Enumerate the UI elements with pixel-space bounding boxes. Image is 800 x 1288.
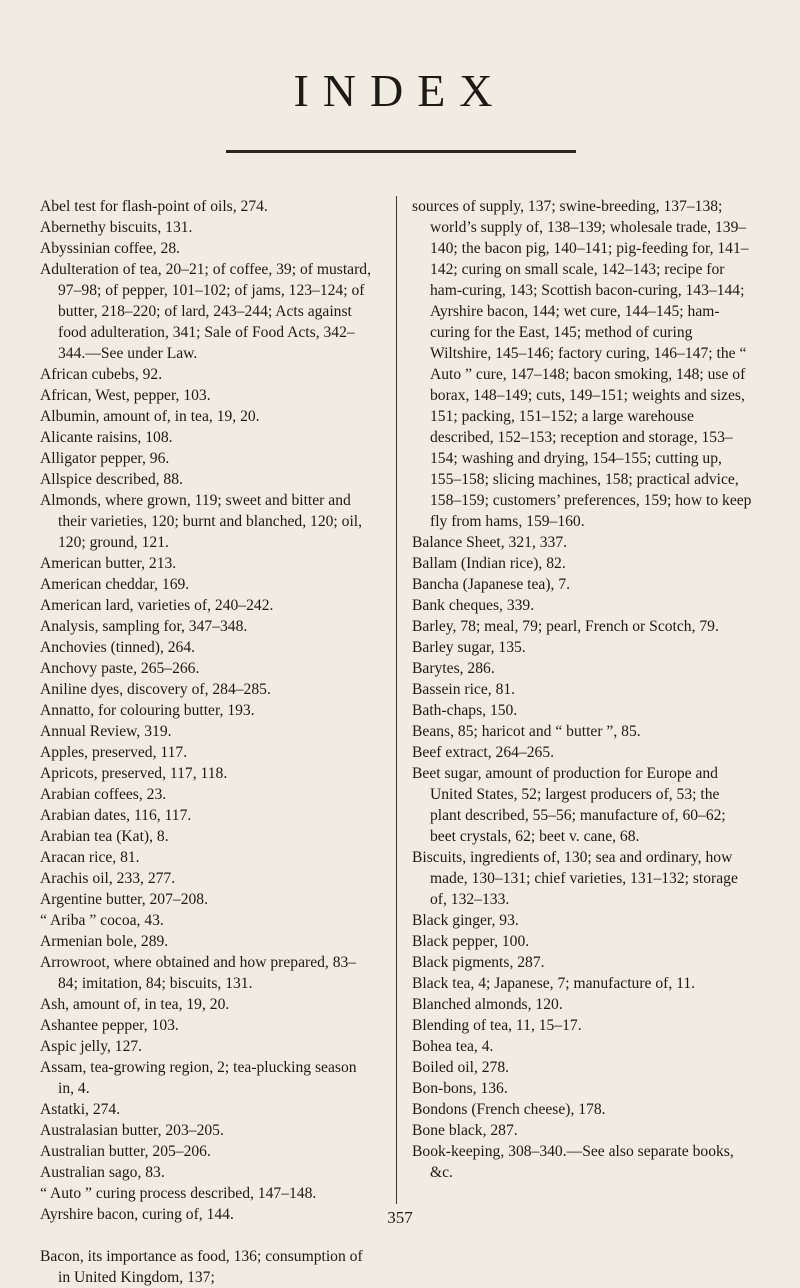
index-entry: African cubebs, 92. [40,366,163,383]
right-column [412,196,754,1183]
index-entry: Aracan rice, 81. [40,849,140,866]
index-entry: Arrowroot, where obtained and how prepared, 83–84; imitation, 84; biscuits, 131. [40,954,357,992]
index-entry: Bon-bons, 136. [412,1080,508,1097]
index-entry: Australian sago, 83. [40,1164,165,1181]
index-entry: Australian butter, 205–206. [40,1143,211,1160]
index-entry: sources of supply, 137; swine-breeding, 137–138; world’s supply of, 138–139; wholesale trade, 139–140; the bacon pig, 140–141; pig-feeding for, 141–142; curing on small scale, 142–143; recipe for ham-curing, 143; Scottish bacon-curing, 143–144; Ayrshire bacon, 144; wet cure, 144–145; ham-curing for the East, 145; method of curing Wiltshire, 145–146; factory curing, 146–147; the “ Auto ” cure, 147–148; bacon smoking, 148; use of borax, 148–149; cuts, 149–151; weights and sizes, 151; packing, 151–152; a large warehouse described, 152–153; reception and storage, 153–154; washing and drying, 154–155; cutting up, 155–158; slicing machines, 158; practical advice, 158–159; customers’ preferences, 159; how to keep fly from hams, 159–160. [412,198,752,530]
index-entry: Arachis oil, 233, 277. [40,870,176,887]
index-entry: Arabian dates, 116, 117. [40,807,192,824]
index-entry: Bone black, 287. [412,1122,518,1139]
index-entry: African, West, pepper, 103. [40,387,211,404]
index-entry: Ayrshire bacon, curing of, 144. [40,1206,234,1223]
index-entry: Anchovies (tinned), 264. [40,639,196,656]
index-entry: Australasian butter, 203–205. [40,1122,224,1139]
index-entry: Abyssinian coffee, 28. [40,240,181,257]
index-entry: Armenian bole, 289. [40,933,169,950]
index-entry: Ballam (Indian rice), 82. [412,555,566,572]
index-entry: Apricots, preserved, 117, 118. [40,765,228,782]
index-entry: Black ginger, 93. [412,912,519,929]
index-entry: Bacon, its importance as food, 136; consumption of in United Kingdom, 137; [40,1248,363,1286]
index-entry: Blanched almonds, 120. [412,996,563,1013]
column-divider [396,196,397,1204]
title-rule [226,150,576,153]
index-entry: Alligator pepper, 96. [40,450,170,467]
index-entry: Balance Sheet, 321, 337. [412,534,568,551]
index-entry: Bath-chaps, 150. [412,702,518,719]
index-entry: Albumin, amount of, in tea, 19, 20. [40,408,260,425]
page-number: 357 [387,1208,413,1227]
index-entry: Bondons (French cheese), 178. [412,1101,606,1118]
page-title: INDEX [293,65,507,116]
index-entry: “ Auto ” curing process described, 147–148. [40,1185,317,1202]
index-entry: Boiled oil, 278. [412,1059,510,1076]
index-entry: American cheddar, 169. [40,576,190,593]
index-entry: Apples, preserved, 117. [40,744,188,761]
index-entry: Beef extract, 264–265. [412,744,555,761]
index-entry: Abernethy biscuits, 131. [40,219,193,236]
index-entry: Alicante raisins, 108. [40,429,173,446]
index-entry: Bancha (Japanese tea), 7. [412,576,571,593]
index-entry: Black pigments, 287. [412,954,545,971]
index-entry: Book-keeping, 308–340.—See also separate books, &c. [412,1143,734,1181]
index-entry: Anchovy paste, 265–266. [40,660,200,677]
index-entry: Analysis, sampling for, 347–348. [40,618,248,635]
index-entry: Beet sugar, amount of production for Europe and United States, 52; largest producers of, 53; the plant described, 55–56; manufacture of, 60–62; beet crystals, 62; beet v. cane, 68. [412,765,726,845]
index-entry: Assam, tea-growing region, 2; tea-plucking season in, 4. [40,1059,357,1097]
index-entry: Black pepper, 100. [412,933,530,950]
index-entry: Arabian coffees, 23. [40,786,167,803]
index-entry: Bank cheques, 339. [412,597,535,614]
index-entry: Adulteration of tea, 20–21; of coffee, 39; of mustard, 97–98; of pepper, 101–102; of jams, 123–124; of butter, 218–220; of lard, 243–244; Acts against food adulteration, 341; Sale of Food Acts, 342–344.—See under Law. [40,261,371,362]
index-entry: Aniline dyes, discovery of, 284–285. [40,681,271,698]
index-entry: Annatto, for colouring butter, 193. [40,702,255,719]
left-column [40,196,375,1288]
index-entry: Black tea, 4; Japanese, 7; manufacture of, 11. [412,975,696,992]
index-entry: Almonds, where grown, 119; sweet and bitter and their varieties, 120; burnt and blanched, 120; oil, 120; ground, 121. [40,492,363,551]
index-entry: American lard, varieties of, 240–242. [40,597,274,614]
index-entry: Ash, amount of, in tea, 19, 20. [40,996,230,1013]
index-entry: Ashantee pepper, 103. [40,1017,179,1034]
index-entry: “ Ariba ” cocoa, 43. [40,912,164,929]
index-entry: Barley sugar, 135. [412,639,526,656]
index-entry: American butter, 213. [40,555,177,572]
index-entry: Blending of tea, 11, 15–17. [412,1017,582,1034]
index-entry: Arabian tea (Kat), 8. [40,828,169,845]
index-entry: Argentine butter, 207–208. [40,891,208,908]
index-entry: Aspic jelly, 127. [40,1038,143,1055]
index-entry: Beans, 85; haricot and “ butter ”, 85. [412,723,641,740]
index-entry: Abel test for flash-point of oils, 274. [40,198,268,215]
index-entry: Barley, 78; meal, 79; pearl, French or Scotch, 79. [412,618,719,635]
index-entry: Bohea tea, 4. [412,1038,494,1055]
index-entry: Bassein rice, 81. [412,681,516,698]
index-entry: Annual Review, 319. [40,723,172,740]
index-entry: Biscuits, ingredients of, 130; sea and ordinary, how made, 130–131; chief varieties, 131–132; storage of, 132–133. [412,849,738,908]
index-entry: Allspice described, 88. [40,471,183,488]
index-entry: Barytes, 286. [412,660,495,677]
index-entry: Astatki, 274. [40,1101,121,1118]
